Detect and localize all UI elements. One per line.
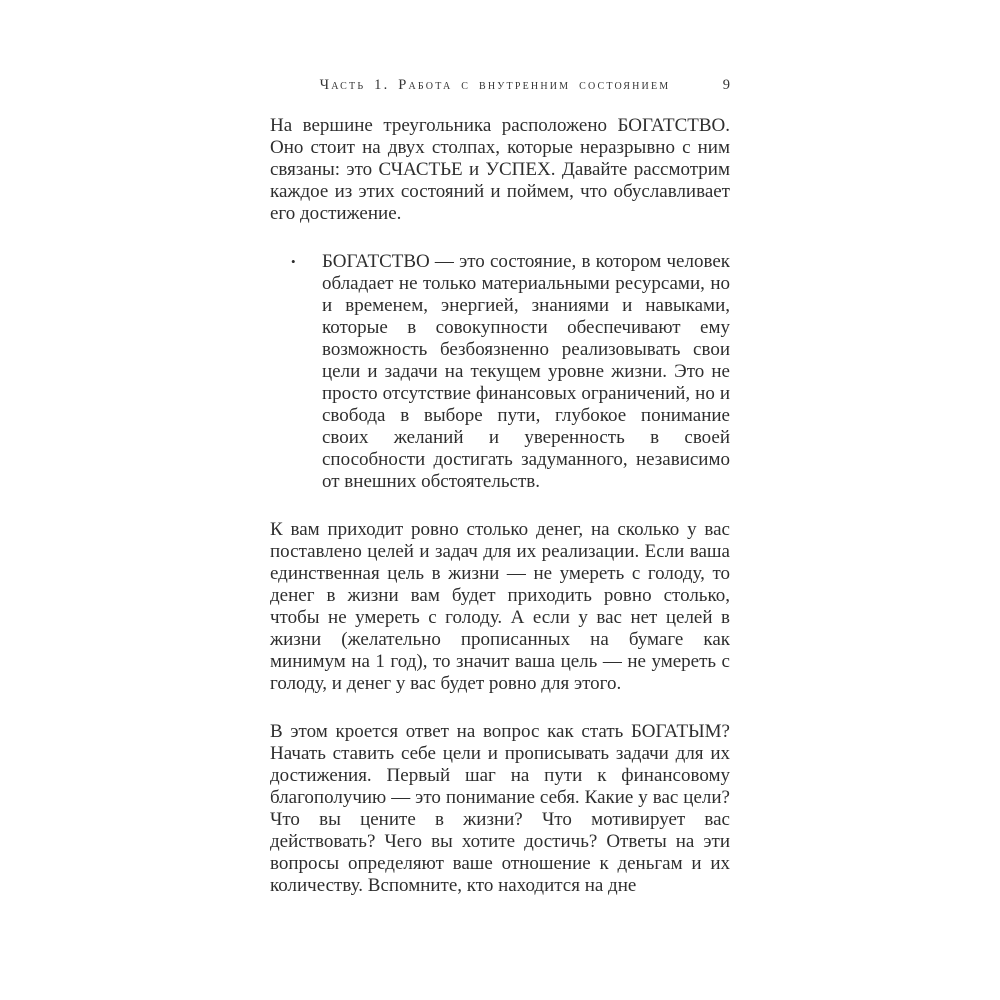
paragraph-how-to-become-rich: В этом кроется ответ на вопрос как стать БОГАТЫМ? Начать ставить себе цели и прописывать задачи для их достижения. Первый шаг на пути к финансовому благополучию — это понимание себя. Какие у вас цели? Что вы цените в жизни? Что мотивирует вас действовать? Чего вы хотите достичь? Ответы на эти вопросы определяют ваше отношение к деньгам и их количеству. Вспомните, кто находится на дне xyxy=(270,721,730,896)
paragraph-intro: На вершине треугольника расположено БОГАТСТВО. Оно стоит на двух столпах, которые неразрывно с ним связаны: это СЧАСТЬЕ и УСПЕХ. Давайте рассмотрим каждое из этих состояний и поймем, что обуславливает его достижение. xyxy=(270,115,730,224)
page-number: 9 xyxy=(722,77,730,93)
page-header xyxy=(270,76,730,94)
paragraph-money-goals: К вам приходит ровно столько денег, на сколько у вас поставлено целей и задач для их реализации. Если ваша единственная цель в жизни — не умереть с голоду, то денег в жизни вам будет приходить ровно столько, чтобы не умереть с голоду. А если у вас нет целей в жизни (желательно прописанных на бумаге как минимум на 1 год), то значит ваша цель — не умереть с голоду, и денег у вас будет ровно для этого. xyxy=(270,519,730,694)
running-head-title: Часть 1. Работа с внутренним состоянием xyxy=(319,77,671,93)
text-column xyxy=(270,115,730,897)
bullet-item-wealth xyxy=(270,251,730,493)
bullet-text-wealth-definition: БОГАТСТВО — это состояние, в котором человек обладает не только материальными ресурсами, но и временем, энергией, знаниями и навыками, которые в совокупности обеспечивают ему возможность безбоязненно реализовывать свои цели и задачи на текущем уровне жизни. Это не просто отсутствие финансовых ограничений, но и свобода в выборе пути, глубокое понимание своих желаний и уверенность в своей способности достигать задуманного, независимо от внешних обстоятельств. xyxy=(322,251,730,492)
bullet-icon: • xyxy=(291,254,296,269)
